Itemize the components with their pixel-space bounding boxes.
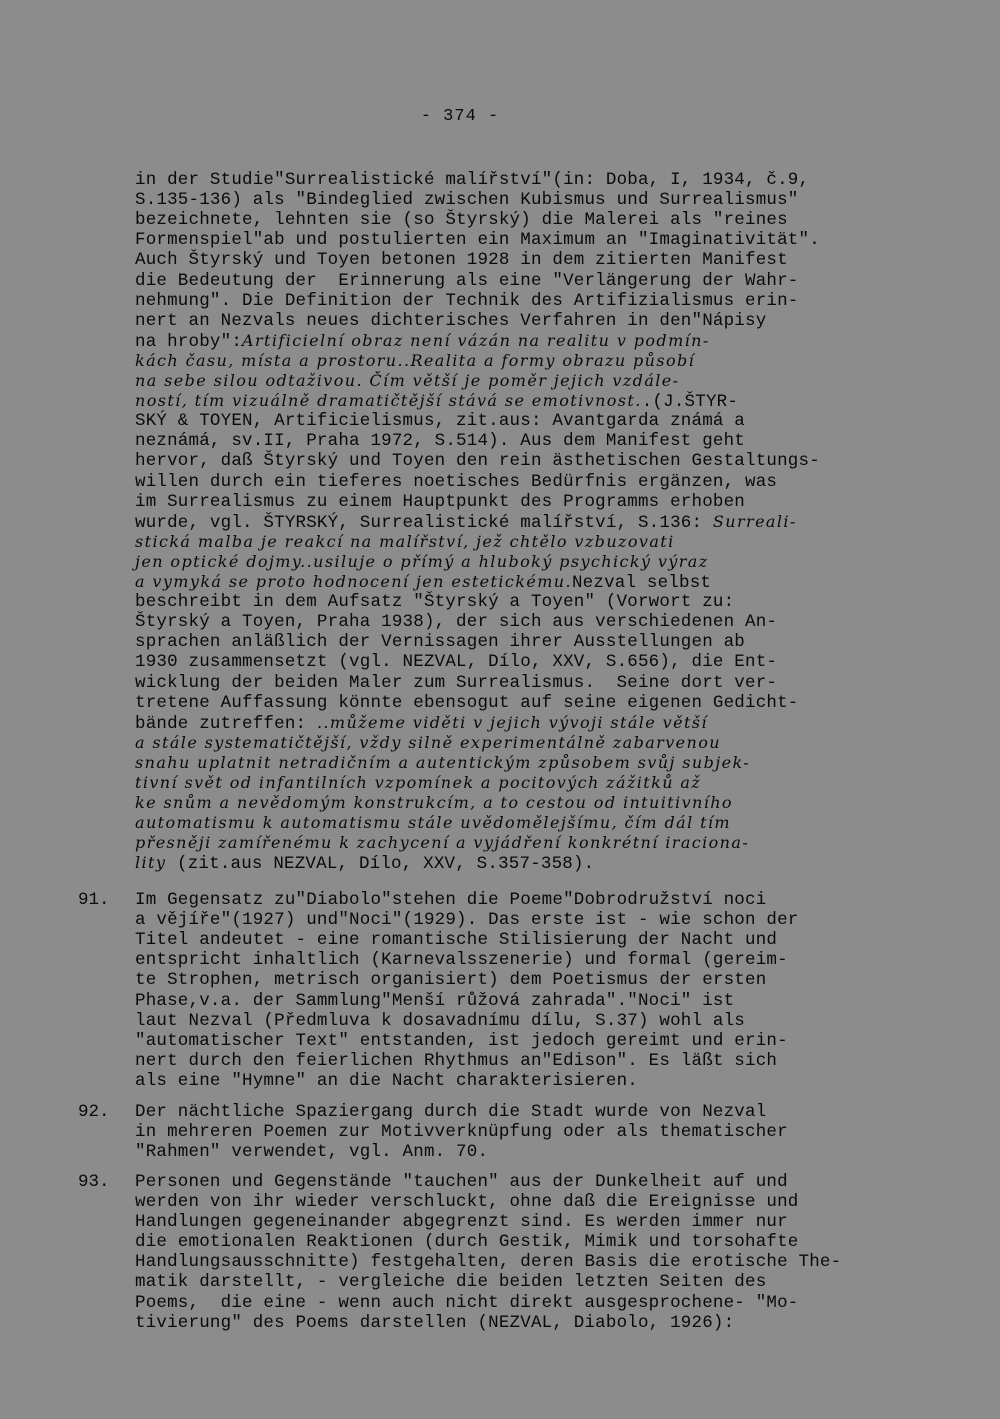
- italic-quotation: ke snům a nevědomým konstrukcím, a to cestou od intuitivního: [135, 793, 733, 812]
- italic-quotation: a vymyká se proto hodnocení jen estetickému.: [135, 572, 572, 591]
- italic-quotation: lity: [135, 853, 167, 872]
- footnote-line: [135, 1232, 799, 1252]
- italic-quotation: Artificielní obraz není vázán na realitu v podmín-: [242, 331, 710, 350]
- footnote-line: [135, 1212, 788, 1232]
- footnote-number: 91.: [78, 890, 110, 910]
- text-run: (zit.aus NEZVAL, Dílo, XXV, S.357-358).: [166, 854, 595, 874]
- text-run: Auch Štyrský und Toyen betonen 1928 in dem zitierten Manifest: [135, 250, 788, 270]
- paragraph-line: [135, 652, 777, 672]
- footnote-line: [135, 1051, 777, 1071]
- text-run: Handlungen gegeneinander abgegrenzt sind. Es werden immer nur: [135, 1212, 788, 1232]
- paragraph-line: [135, 632, 745, 652]
- text-run: .(J.ŠTYR-: [641, 392, 739, 412]
- footnote-line: [135, 970, 766, 990]
- text-run: die emotionalen Reaktionen (durch Gestik, Mimik und torsohafte: [135, 1232, 799, 1252]
- italic-quotation: tivní svět od infantilních vzpomínek a pocitových zážitků až: [135, 773, 702, 792]
- footnote-line: [135, 950, 788, 970]
- text-run: wurde, vgl. ŠTYRSKÝ, Surrealistické malířství, S.136:: [135, 513, 713, 533]
- text-run: hervor, daß Štyrský und Toyen den rein ästhetischen Gestaltungs-: [135, 451, 820, 471]
- italic-quotation: ností, tím vizuálně dramatičtější stává se emotivnost.: [135, 391, 642, 410]
- paragraph-line: [135, 552, 709, 573]
- paragraph-line: [135, 532, 675, 553]
- text-run: S.135-136) als "Bindeglied zwischen Kubismus und Surrealismus": [135, 190, 799, 210]
- paragraph-line: [135, 813, 731, 834]
- text-run: in der Studie"Surrealistické malířství"(in: Doba, I, 1934, č.9,: [135, 170, 810, 190]
- paragraph-line: [135, 311, 766, 331]
- text-run: wicklung der beiden Maler zum Surrealismus. Seine dort ver-: [135, 673, 778, 693]
- text-run: Handlungsausschnitte) festgehalten, deren Basis die erotische The-: [135, 1252, 842, 1272]
- text-run: Nezval selbst: [571, 573, 712, 593]
- paragraph-line: [135, 230, 820, 250]
- paragraph-line: [135, 411, 745, 431]
- paragraph-line: [135, 170, 809, 190]
- text-run: nert an Nezvals neues dichterisches Verfahren in den"Nápisy: [135, 311, 767, 331]
- paragraph-line: [135, 391, 738, 412]
- text-run: entspricht inhaltlich (Karnevalsszenerie) und formal (gereim-: [135, 950, 788, 970]
- text-run: na hroby":: [135, 332, 243, 352]
- paragraph-line: [135, 291, 799, 311]
- paragraph-line: [135, 833, 749, 854]
- footnote-line: [135, 930, 777, 950]
- paragraph-line: [135, 512, 797, 533]
- text-run: in mehreren Poemen zur Motivverknüpfung oder als thematischer: [135, 1122, 788, 1142]
- italic-quotation: a stále systematičtější, vždy silně experimentálně zabarvenou: [135, 733, 721, 752]
- paragraph-line: [135, 753, 750, 774]
- footnote-line: [135, 910, 799, 930]
- text-run: werden von ihr wieder verschluckt, ohne daß die Ereignisse und: [135, 1192, 799, 1212]
- paragraph-line: [135, 793, 733, 814]
- text-run: Formenspiel"ab und postulierten ein Maximum an "Imaginativität".: [135, 230, 820, 250]
- text-run: 1930 zusammensetzt (vgl. NEZVAL, Dílo, XXV, S.656), die Ent-: [135, 652, 778, 672]
- footnote-line: [135, 1031, 788, 1051]
- italic-quotation: automatismu k automatismu stále uvědomělejšímu, čím dál tím: [135, 813, 731, 832]
- footnote-line: [135, 1313, 734, 1333]
- text-run: willen durch ein tieferes noetisches Bedürfnis ergänzen, was: [135, 472, 778, 492]
- italic-quotation: Surreali-: [712, 512, 797, 531]
- paragraph-line: [135, 451, 820, 471]
- text-run: bezeichnete, lehnten sie (so Štyrský) die Malerei als "reines: [135, 210, 788, 230]
- page-number: - 374 -: [420, 107, 500, 126]
- text-run: tivierung" des Poems darstellen (NEZVAL, Diabolo, 1926):: [135, 1313, 735, 1333]
- text-run: Personen und Gegenstände "tauchen" aus der Dunkelheit auf und: [135, 1172, 788, 1192]
- italic-quotation: kách času, místa a prostoru..Realita a formy obrazu působí: [135, 351, 696, 370]
- text-run: nehmung". Die Definition der Technik des Artifizialismus erin-: [135, 291, 799, 311]
- footnote-line: [135, 890, 766, 910]
- text-run: "automatischer Text" entstanden, ist jedoch gereimt und erin-: [135, 1031, 788, 1051]
- paragraph-line: [135, 733, 721, 754]
- footnote-line: [135, 1142, 488, 1162]
- paragraph-line: [135, 693, 799, 713]
- paragraph-line: [135, 331, 710, 352]
- paragraph-line: [135, 773, 701, 794]
- footnote-line: [135, 1252, 841, 1272]
- paragraph-line: [135, 572, 711, 593]
- text-run: bände zutreffen:: [135, 714, 317, 734]
- text-run: Titel andeutet - eine romantische Stilisierung der Nacht und: [135, 930, 778, 950]
- text-run: im Surrealismus zu einem Hauptpunkt des Programms erhoben: [135, 492, 745, 512]
- footnote-number: 93.: [78, 1172, 110, 1192]
- paragraph-line: [135, 371, 679, 392]
- italic-quotation: jen optické dojmy..usiluje o přímý a hluboký psychický výraz: [135, 552, 709, 571]
- paragraph-line: [135, 472, 777, 492]
- italic-quotation: snahu uplatnit netradičním a autentickým způsobem svůj subjek-: [135, 753, 751, 772]
- paragraph-line: [135, 271, 799, 291]
- text-run: Der nächtliche Spaziergang durch die Stadt wurde von Nezval: [135, 1102, 767, 1122]
- footnote-number: 92.: [78, 1102, 110, 1122]
- text-run: sprachen anläßlich der Vernissagen ihrer Ausstellungen ab: [135, 632, 745, 652]
- paragraph-line: [135, 190, 799, 210]
- paragraph-line: [135, 853, 594, 874]
- footnote-line: [135, 1272, 766, 1292]
- italic-quotation: stická malba je reakcí na malířství, jež chtělo vzbuzovati: [135, 532, 675, 551]
- text-run: Poems, die eine - wenn auch nicht direkt ausgesprochene- "Mo-: [135, 1293, 799, 1313]
- text-run: Phase,v.a. der Sammlung"Menší růžová zahrada"."Noci" ist: [135, 991, 735, 1011]
- paragraph-line: [135, 492, 745, 512]
- text-run: die Bedeutung der Erinnerung als eine "Verlängerung der Wahr-: [135, 271, 799, 291]
- italic-quotation: ..můžeme viděti v jejich vývoji stále větší: [316, 713, 708, 732]
- footnote-line: [135, 1011, 745, 1031]
- footnote-line: [135, 1071, 638, 1091]
- footnote-line: [135, 991, 734, 1011]
- paragraph-line: [135, 431, 745, 451]
- italic-quotation: na sebe silou odtaživou. Čím větší je poměr jejich vzdále-: [135, 371, 680, 390]
- text-run: Im Gegensatz zu"Diabolo"stehen die Poeme"Dobrodružství noci: [135, 890, 767, 910]
- text-run: te Strophen, metrisch organisiert) dem Poetismus der ersten: [135, 970, 767, 990]
- footnote-line: [135, 1102, 766, 1122]
- text-run: matik darstellt, - vergleiche die beiden letzten Seiten des: [135, 1272, 767, 1292]
- text-run: a vějíře"(1927) und"Noci"(1929). Das erste ist - wie schon der: [135, 910, 799, 930]
- text-run: laut Nezval (Předmluva k dosavadnímu dílu, S.37) wohl als: [135, 1011, 745, 1031]
- footnote-line: [135, 1192, 799, 1212]
- text-run: als eine "Hymne" an die Nacht charakterisieren.: [135, 1071, 638, 1091]
- paragraph-line: [135, 250, 788, 270]
- paragraph-line: [135, 592, 734, 612]
- footnote-line: [135, 1122, 788, 1142]
- paragraph-line: [135, 612, 777, 632]
- text-run: neznámá, sv.II, Praha 1972, S.514). Aus dem Manifest geht: [135, 431, 745, 451]
- paragraph-line: [135, 210, 788, 230]
- footnote-line: [135, 1293, 799, 1313]
- paragraph-line: [135, 713, 708, 734]
- footnote-line: [135, 1172, 788, 1192]
- text-run: SKÝ & TOYEN, Artificielismus, zit.aus: Avantgarda známá a: [135, 411, 745, 431]
- text-run: tretene Auffassung könnte ebensogut auf seine eigenen Gedicht-: [135, 693, 799, 713]
- text-run: nert durch den feierlichen Rhythmus an"Edison". Es läßt sich: [135, 1051, 778, 1071]
- italic-quotation: přesněji zamířenému k zachycení a vyjádření konkrétní iraciona-: [135, 833, 750, 852]
- paragraph-line: [135, 351, 695, 372]
- text-run: beschreibt in dem Aufsatz "Štyrský a Toyen" (Vorwort zu:: [135, 592, 735, 612]
- text-run: Štyrský a Toyen, Praha 1938), der sich aus verschiedenen An-: [135, 612, 778, 632]
- paragraph-line: [135, 673, 777, 693]
- text-run: "Rahmen" verwendet, vgl. Anm. 70.: [135, 1142, 489, 1162]
